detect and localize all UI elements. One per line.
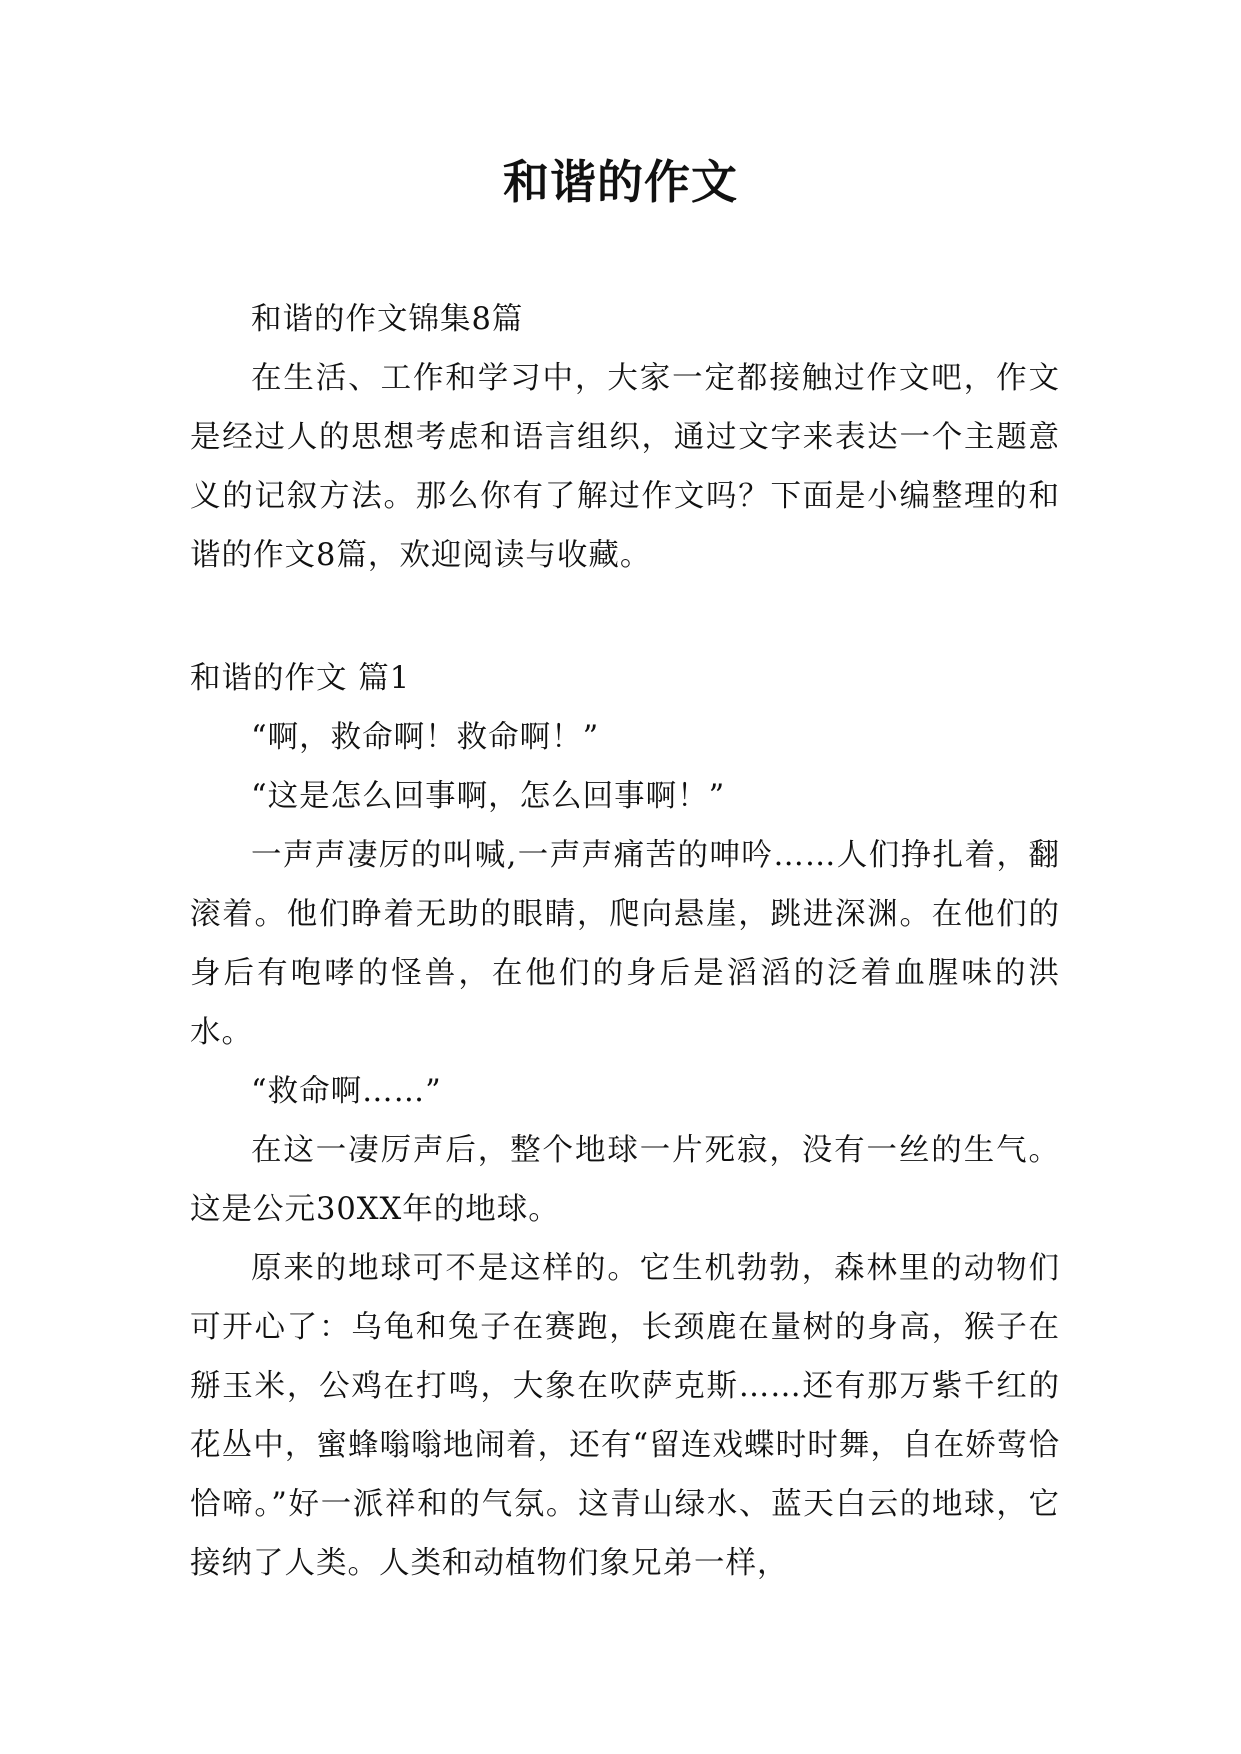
- section-spacer: [190, 585, 1060, 649]
- document-subtitle: 和谐的作文锦集8篇: [251, 302, 524, 337]
- essay-paragraph: “啊，救命啊！救命啊！”: [251, 720, 600, 755]
- essay-paragraph: 在这一凄厉声后，整个地球一片死寂，没有一丝的生气。这是公元30XX年的地球。: [190, 1133, 1060, 1227]
- essay-paragraph: “这是怎么回事啊，怎么回事啊！”: [251, 779, 726, 814]
- essay-paragraph: 一声声凄厉的叫喊,一声声痛苦的呻吟……人们挣扎着，翻滚着。他们睁着无助的眼睛，爬向悬崖，跳进深渊。在他们的身后有咆哮的怪兽，在他们的身后是滔滔的泛着血腥味的洪水。: [190, 838, 1060, 1050]
- essay-paragraph: “救命啊……”: [251, 1074, 442, 1109]
- essay-paragraph: 原来的地球可不是这样的。它生机勃勃，森林里的动物们可开心了：乌龟和兔子在赛跑，长颈鹿在量树的身高，猴子在掰玉米，公鸡在打鸣，大象在吹萨克斯……还有那万紫千红的花丛中，蜜蜂嗡嗡地闹着，还有“留连戏蝶时时舞，自在娇莺恰恰啼。”好一派祥和的气氛。这青山绿水、蓝天白云的地球，它接纳了人类。人类和动植物们象兄弟一样，: [190, 1251, 1060, 1581]
- intro-paragraph: 在生活、工作和学习中，大家一定都接触过作文吧，作文是经过人的思想考虑和语言组织，通过文字来表达一个主题意义的记叙方法。那么你有了解过作文吗？下面是小编整理的和谐的作文8篇，欢迎阅读与收藏。: [190, 361, 1060, 573]
- document-body: [190, 290, 1060, 1593]
- section-heading: 和谐的作文 篇1: [190, 661, 411, 696]
- document-title: 和谐的作文: [503, 155, 738, 209]
